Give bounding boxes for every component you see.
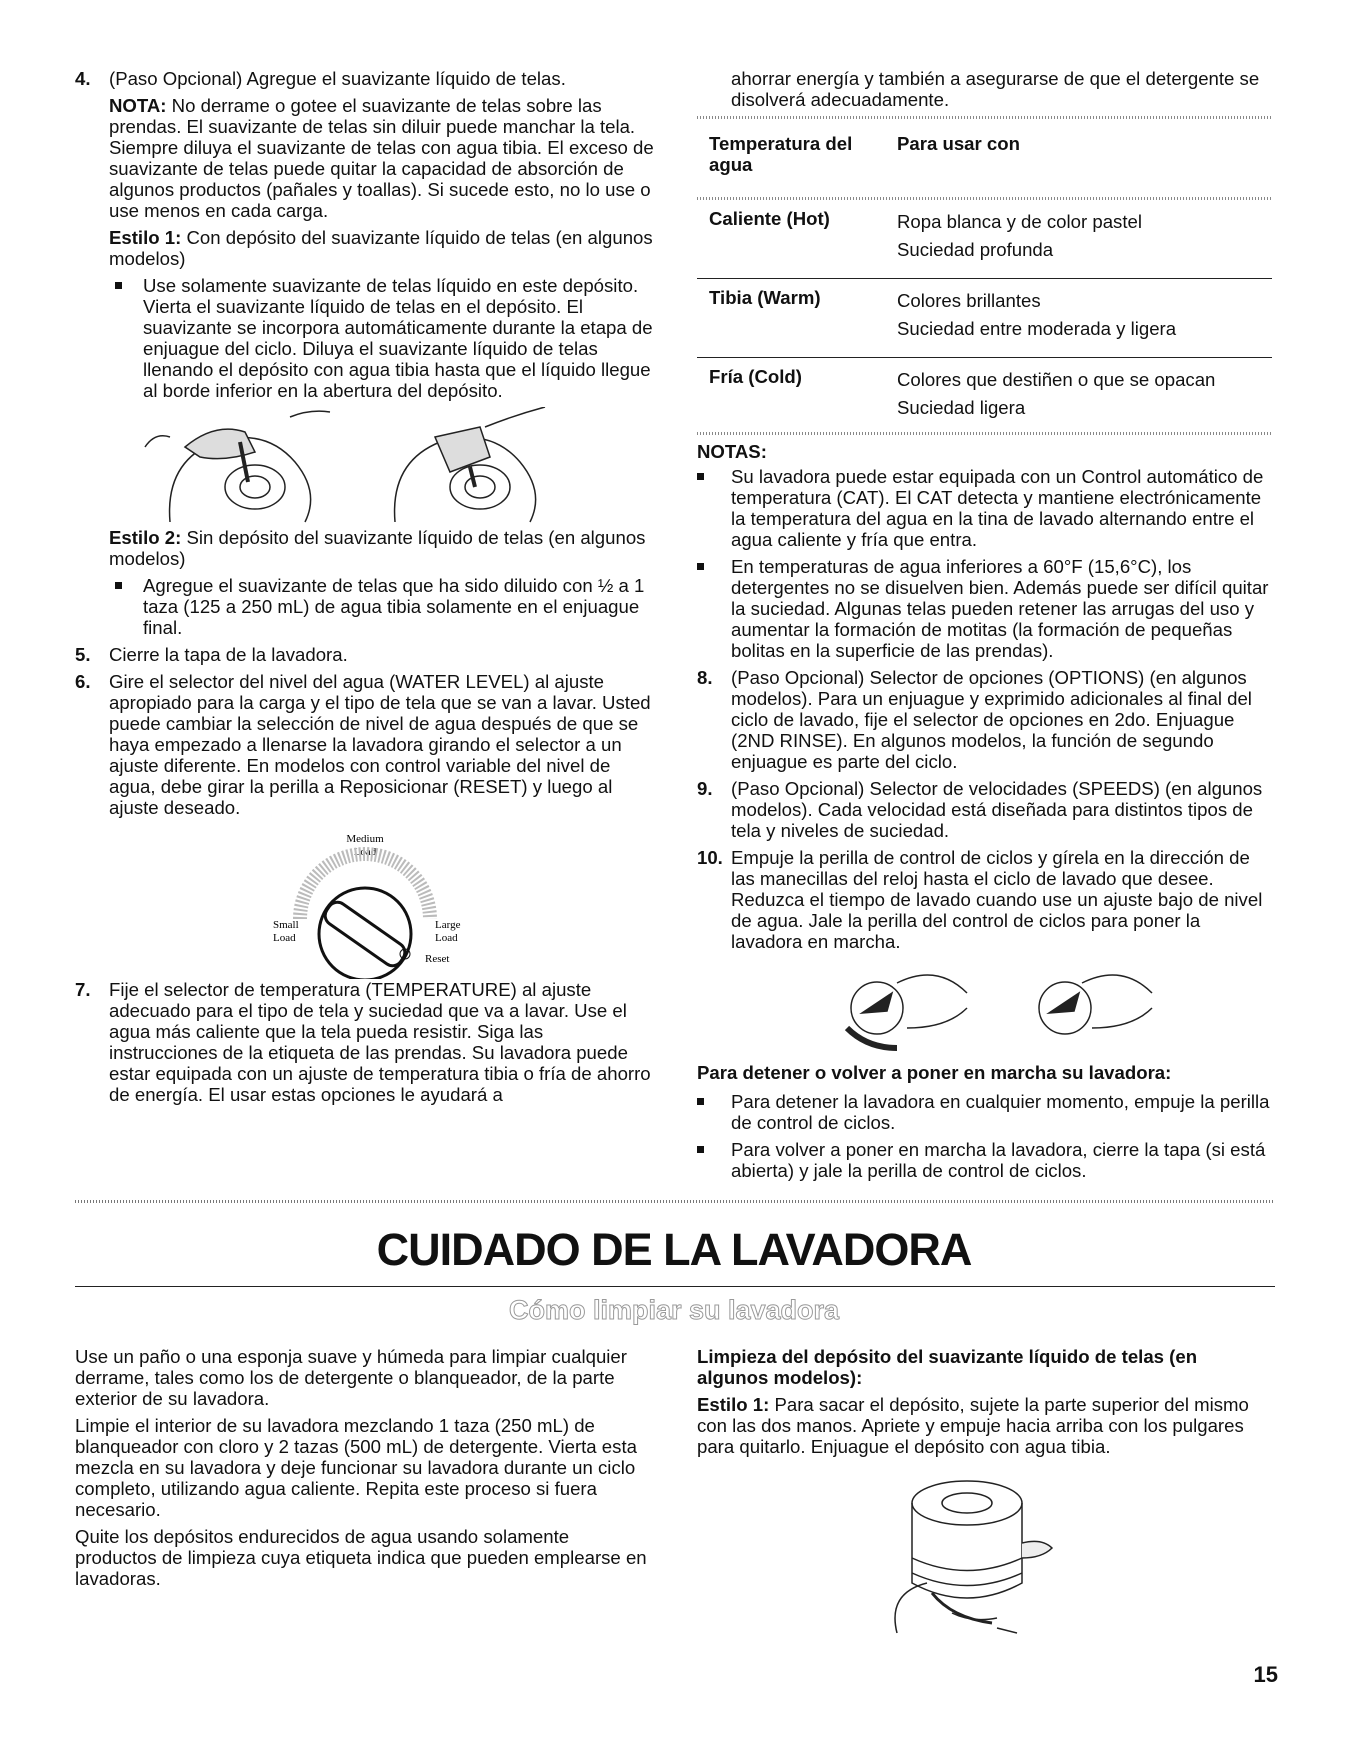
temperature-table [697,129,1272,435]
note-label: NOTA: [109,95,167,116]
table-header-temp: Temperatura del agua [709,133,853,175]
use-line-2: Suciedad profunda [897,239,1054,260]
table-cell-use [889,358,1272,432]
style-2-bullet [75,575,655,638]
stop-bullet-1 [697,1091,1272,1133]
bullet-square-icon [115,582,122,589]
use-line-1: Colores brillantes [897,290,1041,311]
cycle-knob-illustration [697,958,1272,1058]
dispenser-style-1-paragraph [697,1394,1272,1457]
dotted-divider [697,116,1272,119]
step-number: 10. [697,847,723,868]
step-text: Cierre la tapa de la lavadora. [109,644,348,665]
dial-small-label-2: Load [273,932,296,944]
dial-medium-label-2: Load [353,846,377,858]
style-1-label: Estilo 1: [109,227,182,248]
title-rule [75,1286,1275,1287]
use-line-1: Colores que destiñen o que se opacan [897,369,1216,390]
table-cell-temp: Tibia (Warm) [709,287,821,308]
continued-paragraph: ahorrar energía y también a asegurarse de que el detergente se disolverá adecuadamente. [731,68,1260,110]
note-paragraph [75,95,655,221]
step-number: 7. [75,979,91,1000]
bullet-square-icon [697,563,704,570]
table-row [697,358,1272,432]
step-number: 9. [697,778,713,799]
table-row [697,200,1272,279]
step-text: (Paso Opcional) Agregue el suavizante líquido de telas. [109,68,566,89]
step-text: (Paso Opcional) Selector de opciones (OPTIONS) (en algunos modelos). Para un enjuague y exprimido adicionales al final del ciclo de lavado, fije el selector de opciones en 2do. Enjuague (2ND RINSE). En algunos modelos, la función de segundo enjuague es parte del ciclo. [731,667,1252,772]
step-number: 6. [75,671,91,692]
bullet-text: Para volver a poner en marcha la lavadora, cierre la tapa (si está abierta) y jale la perilla de control de ciclos. [731,1139,1266,1181]
note-text: No derrame o gotee el suavizante de telas sobre las prendas. El suavizante de telas sin diluir puede manchar la tela. Siempre diluya el suavizante de telas con agua tibia. El exceso de suavizante de telas puede quitar la capacidad de absorción de algunos productos (pañales y toallas). Si sucede esto, no lo use o use menos en cada carga. [109,95,654,221]
table-header-row [697,129,1272,197]
table-header-use: Para usar con [897,133,1020,154]
style-2-label: Estilo 2: [109,527,182,548]
step-text: Gire el selector del nivel del agua (WATER LEVEL) al ajuste apropiado para la carga y el tipo de tela que se van a lavar. Usted puede cambiar la selección de nivel de agua después de que se haya empezado a llenarse la lavadora girando el selector a un ajuste diferente. En modelos con control variable del nivel de agua, debe girar la perilla a Reposicionar (RESET) y luego al ajuste deseado. [109,671,651,818]
use-line-2: Suciedad entre moderada y ligera [897,318,1177,339]
use-line-2: Suciedad ligera [897,397,1026,418]
section-dotted-divider [75,1200,1275,1203]
dotted-divider [697,432,1272,435]
table-cell-use [889,279,1272,358]
step-number: 8. [697,667,713,688]
bullet-square-icon [115,282,122,289]
bullet-text: En temperaturas de agua inferiores a 60°F (15,6°C), los detergentes no se disuelven bien. Además puede ser difícil quitar la suciedad. Algunas telas pueden retener las arrugas del uso y aumentar la formación de motitas (la formación de pequeñas bolitas en la superficie de las prendas). [731,556,1269,661]
step-text: Fije el selector de temperatura (TEMPERATURE) al ajuste adecuado para el tipo de tela y suciedad que va a lavar. Use el agua más caliente que la tela pueda resistir. Siga las instrucciones de la etiqueta de las prendas. Su lavadora puede estar equipada con un ajuste de temperatura tibia o fría de ahorro de energía. El usar estas opciones le ayudará a [109,979,651,1105]
page-number: 15 [1253,1662,1278,1687]
step-6 [75,671,655,818]
section-subtitle: Cómo limpiar su lavadora [508,1295,840,1325]
dispenser-cleaning-heading: Limpieza del depósito del suavizante líquido de telas (en algunos modelos): [697,1346,1198,1388]
cleaning-paragraph-3: Quite los depósitos endurecidos de agua usando solamente productos de limpieza cuya etiqueta indica que pueden emplearse en lavadoras. [75,1526,647,1589]
step-number: 4. [75,68,91,89]
bullet-square-icon [697,473,704,480]
table-cell-temp: Fría (Cold) [709,366,802,387]
notes-heading: NOTAS: [697,441,767,462]
softener-pour-illustration [75,407,655,527]
bullet-text: Agregue el suavizante de telas que ha sido diluido con ½ a 1 taza (125 a 250 mL) de agua tibia solamente en el enjuague final. [143,575,645,638]
left-column [75,68,655,1111]
step-number: 5. [75,644,91,665]
table-cell-temp: Caliente (Hot) [709,208,830,229]
step-9 [697,778,1272,841]
style-1-paragraph [75,227,655,269]
bullet-text: Use solamente suavizante de telas líquido en este depósito. Vierta el suavizante líquido de telas en el depósito. El suavizante se incorpora automáticamente durante la etapa de enjuague del ciclo. Diluya el suavizante líquido de telas llenando el depósito con agua tibia hasta que el líquido llegue al borde inferior en la abertura del depósito. [143,275,653,401]
stop-bullet-2 [697,1139,1272,1181]
bullet-square-icon [697,1146,704,1153]
cleaning-paragraph-2: Limpie el interior de su lavadora mezclando 1 taza (250 mL) de blanqueador con cloro y 2 tazas (500 mL) de detergente. Vierta esta mezcla en su lavadora y deje funcionar su lavadora durante un ciclo completo, utilizando agua caliente. Repita este proceso si fuera necesario. [75,1415,637,1520]
note-bullet-2 [697,556,1272,661]
water-level-dial-illustration [75,824,655,979]
use-line-1: Ropa blanca y de color pastel [897,211,1142,232]
step-8 [697,667,1272,772]
note-bullet-1 [697,466,1272,550]
dial-large-label-2: Load [435,932,458,944]
section-title: CUIDADO DE LA LAVADORA [376,1224,972,1275]
cleaning-right-column [697,1346,1272,1648]
step-5 [75,644,655,665]
bullet-square-icon [697,1098,704,1105]
bullet-text: Su lavadora puede estar equipada con un Control automático de temperatura (CAT). El CAT detecta y mantiene electrónicamente la temperatura del agua en la tina de lavado alternando entre el agua caliente y fría que entra. [731,466,1264,550]
step-text: Empuje la perilla de control de ciclos y gírela en la dirección de las manecillas del reloj hasta el ciclo de lavado que desee. Reduzca el tiempo de lavado cuando use un ajuste bajo de nivel de agua. Jale la perilla del control de ciclos para poner la lavadora en marcha. [731,847,1263,952]
style-2-text: Sin depósito del suavizante líquido de telas (en algunos modelos) [109,527,646,569]
step-text: (Paso Opcional) Selector de velocidades (SPEEDS) (en algunos modelos). Cada velocidad está diseñada para distintos tipos de tela y niveles de suciedad. [731,778,1263,841]
style-2-paragraph [75,527,655,569]
style-1-text: Con depósito del suavizante líquido de telas (en algunos modelos) [109,227,653,269]
cleaning-left-column [75,1346,655,1595]
stop-restart-heading: Para detener o volver a poner en marcha su lavadora: [697,1062,1172,1083]
step-10 [697,847,1272,952]
style-1-bullet [75,275,655,401]
right-column [697,68,1272,1187]
step-7 [75,979,655,1105]
style-1-text: Para sacar el depósito, sujete la parte superior del mismo con las dos manos. Apriete y empuje hacia arriba con los pulgares para quitarlo. Enjuague el depósito con agua tibia. [697,1394,1249,1457]
dial-medium-label: Medium [346,833,384,845]
dial-small-label: Small [273,919,299,931]
dial-reset-label: Reset [425,953,450,965]
cleaning-paragraph-1: Use un paño o una esponja suave y húmeda para limpiar cualquier derrame, tales como los de detergente o blanqueador, de la parte exterior de su lavadora. [75,1346,627,1409]
bullet-text: Para detener la lavadora en cualquier momento, empuje la perilla de control de ciclos. [731,1091,1270,1133]
table-cell-use [889,200,1272,279]
step-4 [75,68,655,89]
dispenser-removal-illustration [697,1463,1272,1648]
style-1-label: Estilo 1: [697,1394,770,1415]
table-row [697,279,1272,358]
dial-large-label: Large [435,919,461,931]
